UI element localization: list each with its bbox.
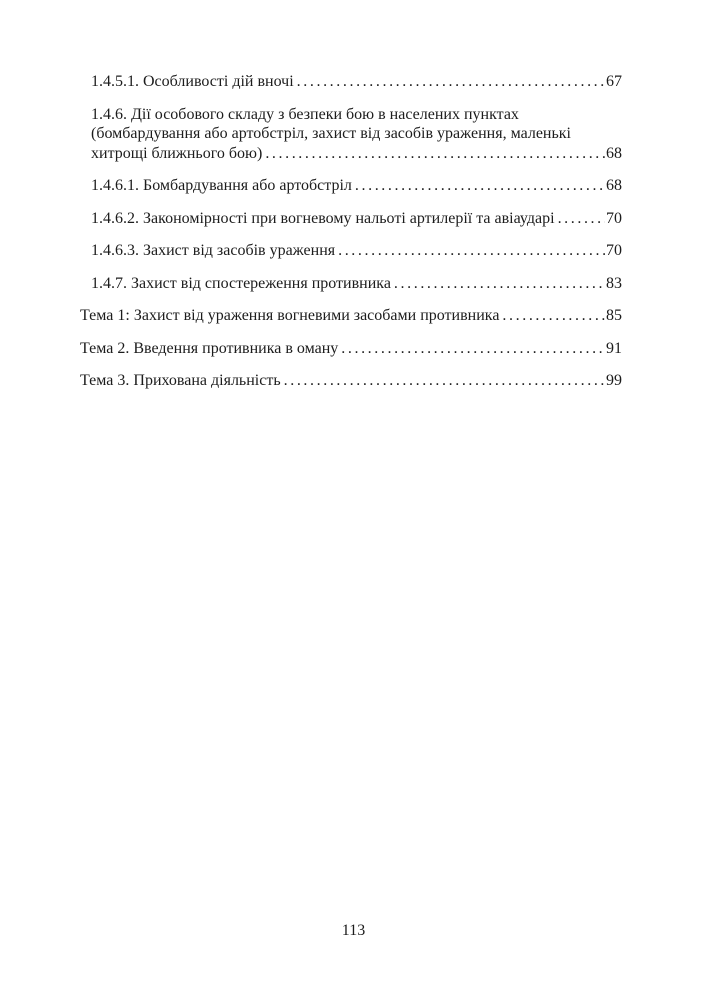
toc-entry: [80, 209, 622, 229]
toc-page-number: 68: [606, 177, 622, 194]
toc-page-number: 91: [606, 339, 622, 357]
toc-leader-dots: [265, 144, 605, 164]
toc-entry: [80, 274, 622, 294]
toc-entry-title: 1.4.5.1. Особливості дій вночі: [91, 73, 294, 90]
toc-line: [80, 371, 622, 391]
toc-entry-title: 1.4.7. Захист від спостереження противника: [91, 274, 391, 292]
toc-entry-title: хитрощі ближнього бою): [91, 144, 263, 162]
toc-entry: [80, 339, 622, 359]
toc-entry: [80, 306, 622, 326]
toc-line: [91, 124, 622, 144]
toc-leader-dots: [502, 306, 605, 326]
toc-page-number: 70: [606, 209, 622, 227]
toc-entry-title: (бомбардування або артобстріл, захист від засобів ураження, маленькі: [91, 125, 571, 142]
toc-entry-title: Тема 2. Введення противника в оману: [80, 339, 339, 357]
toc-leader-dots: [338, 241, 605, 261]
toc-page-number: 85: [606, 307, 622, 324]
toc-entry: [80, 241, 622, 261]
toc-leader-dots: [394, 274, 605, 294]
toc-entry: [80, 105, 622, 164]
toc-entry-title: Тема 3. Прихована діяльність: [80, 372, 281, 389]
toc-page-number: 68: [606, 144, 622, 162]
toc-line: [91, 72, 622, 92]
toc-line: [80, 339, 622, 359]
toc-page-number: 67: [606, 73, 622, 90]
toc-entry-title: 1.4.6.2. Закономірності при вогневому нальоті артилерії та авіаударі: [91, 209, 555, 227]
toc-entry-title: 1.4.6. Дії особового складу з безпеки бою в населених пунктах: [91, 105, 519, 123]
toc-entry-title: 1.4.6.1. Бомбардування або артобстріл: [91, 177, 352, 194]
toc-line: [91, 274, 622, 294]
toc-entry-title: 1.4.6.3. Захист від засобів ураження: [91, 242, 336, 259]
toc-page-number: 83: [606, 274, 622, 292]
toc-leader-dots: [341, 339, 605, 359]
toc-leader-dots: [297, 72, 605, 92]
toc-line: [91, 144, 622, 164]
toc-entry: [80, 72, 622, 92]
page-number: 113: [341, 922, 366, 939]
toc-list: [80, 72, 622, 404]
toc-leader-dots: [558, 209, 605, 229]
toc-entry: [80, 371, 622, 391]
toc-page-number: 70: [606, 242, 622, 259]
toc-line: [91, 241, 622, 261]
toc-entry-title: Тема 1: Захист від ураження вогневими засобами противника: [80, 307, 500, 324]
toc-line: [80, 306, 622, 326]
toc-line: [91, 176, 622, 196]
toc-page-number: 99: [606, 372, 622, 389]
toc-leader-dots: [284, 371, 605, 391]
toc-entry: [80, 176, 622, 196]
toc-line: [91, 209, 622, 229]
toc-line: [91, 105, 622, 125]
toc-leader-dots: [355, 176, 605, 196]
